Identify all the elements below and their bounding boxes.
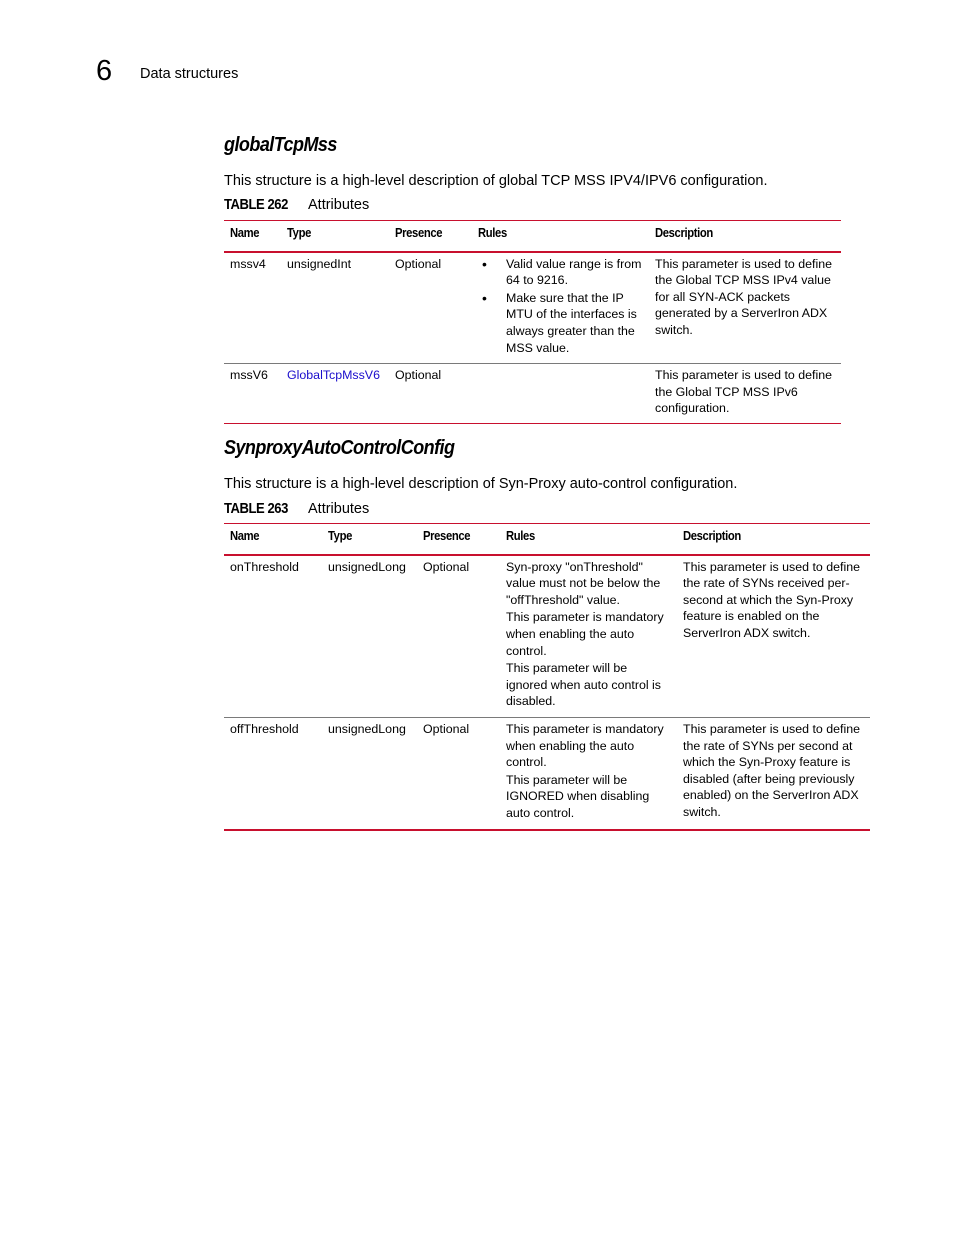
cell-description: This parameter is used to define the rate of SYNs received per-second at which the Syn-Proxy feature is enabled on the ServerIron ADX switch.: [683, 559, 861, 640]
table-row: [224, 717, 870, 829]
table-row: [224, 555, 870, 718]
rule-text: Syn-proxy "onThreshold" value must not be below the "offThreshold" value.: [506, 559, 661, 607]
chapter-number: 6: [96, 55, 113, 87]
cell-rules: [472, 364, 649, 424]
rule-text: This parameter is mandatory when enabling the auto control.: [506, 721, 664, 770]
column-header: Presence: [423, 529, 471, 543]
cell-rules: [500, 717, 677, 829]
bullet-icon: •: [482, 255, 487, 272]
rule-item: • Make sure that the IP MTU of the interfaces is always greater than the MSS value.: [482, 289, 637, 355]
column-header: Description: [683, 529, 741, 543]
table-caption-text: Attributes: [308, 501, 370, 517]
rule-text: This parameter is mandatory when enabling the auto control.: [506, 610, 664, 658]
cell-description: This parameter is used to define the Global TCP MSS IPv4 value for all SYN-ACK packets generated by a ServerIron ADX switch.: [655, 256, 833, 337]
table-header-row: [224, 524, 870, 555]
table-row: [224, 252, 841, 364]
table-row: [224, 364, 841, 424]
table-caption: [224, 197, 369, 213]
cell-rules: [472, 252, 649, 364]
section-title: globalTcpMss: [224, 134, 337, 156]
cell-name: offThreshold: [230, 721, 299, 736]
column-header: Name: [230, 529, 260, 543]
attributes-table: [224, 523, 870, 831]
column-header: Rules: [506, 529, 535, 543]
column-header: Rules: [478, 226, 507, 240]
table-caption-text: Attributes: [308, 197, 370, 213]
table-header-row: [224, 221, 841, 252]
cell-description: This parameter is used to define the rate of SYNs per second at which the Syn-Proxy feature is disabled (after being previously enabled) on the ServerIron ADX switch.: [683, 721, 861, 819]
cell-presence: Optional: [423, 559, 470, 574]
cell-presence: Optional: [395, 256, 442, 271]
section-synproxy-auto-control-config: [224, 437, 861, 820]
cell-presence: Optional: [395, 368, 442, 383]
cell-type-link[interactable]: [281, 364, 389, 424]
cell-presence: Optional: [423, 721, 470, 736]
section-title: SynproxyAutoControlConfig: [224, 437, 455, 459]
rule-text: This parameter will be IGNORED when disabling auto control.: [506, 772, 650, 820]
cell-name: mssv4: [230, 256, 266, 271]
attributes-table: [224, 220, 841, 424]
type-link[interactable]: GlobalTcpMssV6: [287, 368, 380, 383]
cell-rules: [500, 555, 677, 718]
cell-type: unsignedLong: [328, 721, 406, 736]
section-description: This structure is a high-level description of global TCP MSS IPV4/IPV6 configuration.: [224, 173, 768, 189]
bullet-icon: •: [482, 289, 487, 306]
section-description: This structure is a high-level description of Syn-Proxy auto-control configuration.: [224, 476, 738, 492]
column-header: Type: [328, 529, 352, 543]
cell-type: unsignedInt: [287, 256, 352, 271]
cell-name: onThreshold: [230, 559, 299, 574]
table-label: TABLE 262: [224, 197, 288, 213]
column-header: Name: [230, 226, 260, 240]
rule-text: This parameter will be ignored when auto control is disabled.: [506, 661, 661, 709]
column-header: Type: [287, 226, 311, 240]
section-global-tcp-mss: [224, 134, 833, 416]
cell-description: This parameter is used to define the Global TCP MSS IPv6 configuration.: [655, 368, 833, 416]
column-header: Description: [655, 226, 713, 240]
table-label: TABLE 263: [224, 501, 288, 517]
cell-name: mssV6: [230, 368, 268, 383]
chapter-title: Data structures: [140, 66, 239, 82]
column-header: Presence: [395, 226, 443, 240]
table-caption: [224, 501, 369, 517]
cell-type: unsignedLong: [328, 559, 406, 574]
rule-item: • Valid value range is from 64 to 9216.: [482, 255, 642, 288]
